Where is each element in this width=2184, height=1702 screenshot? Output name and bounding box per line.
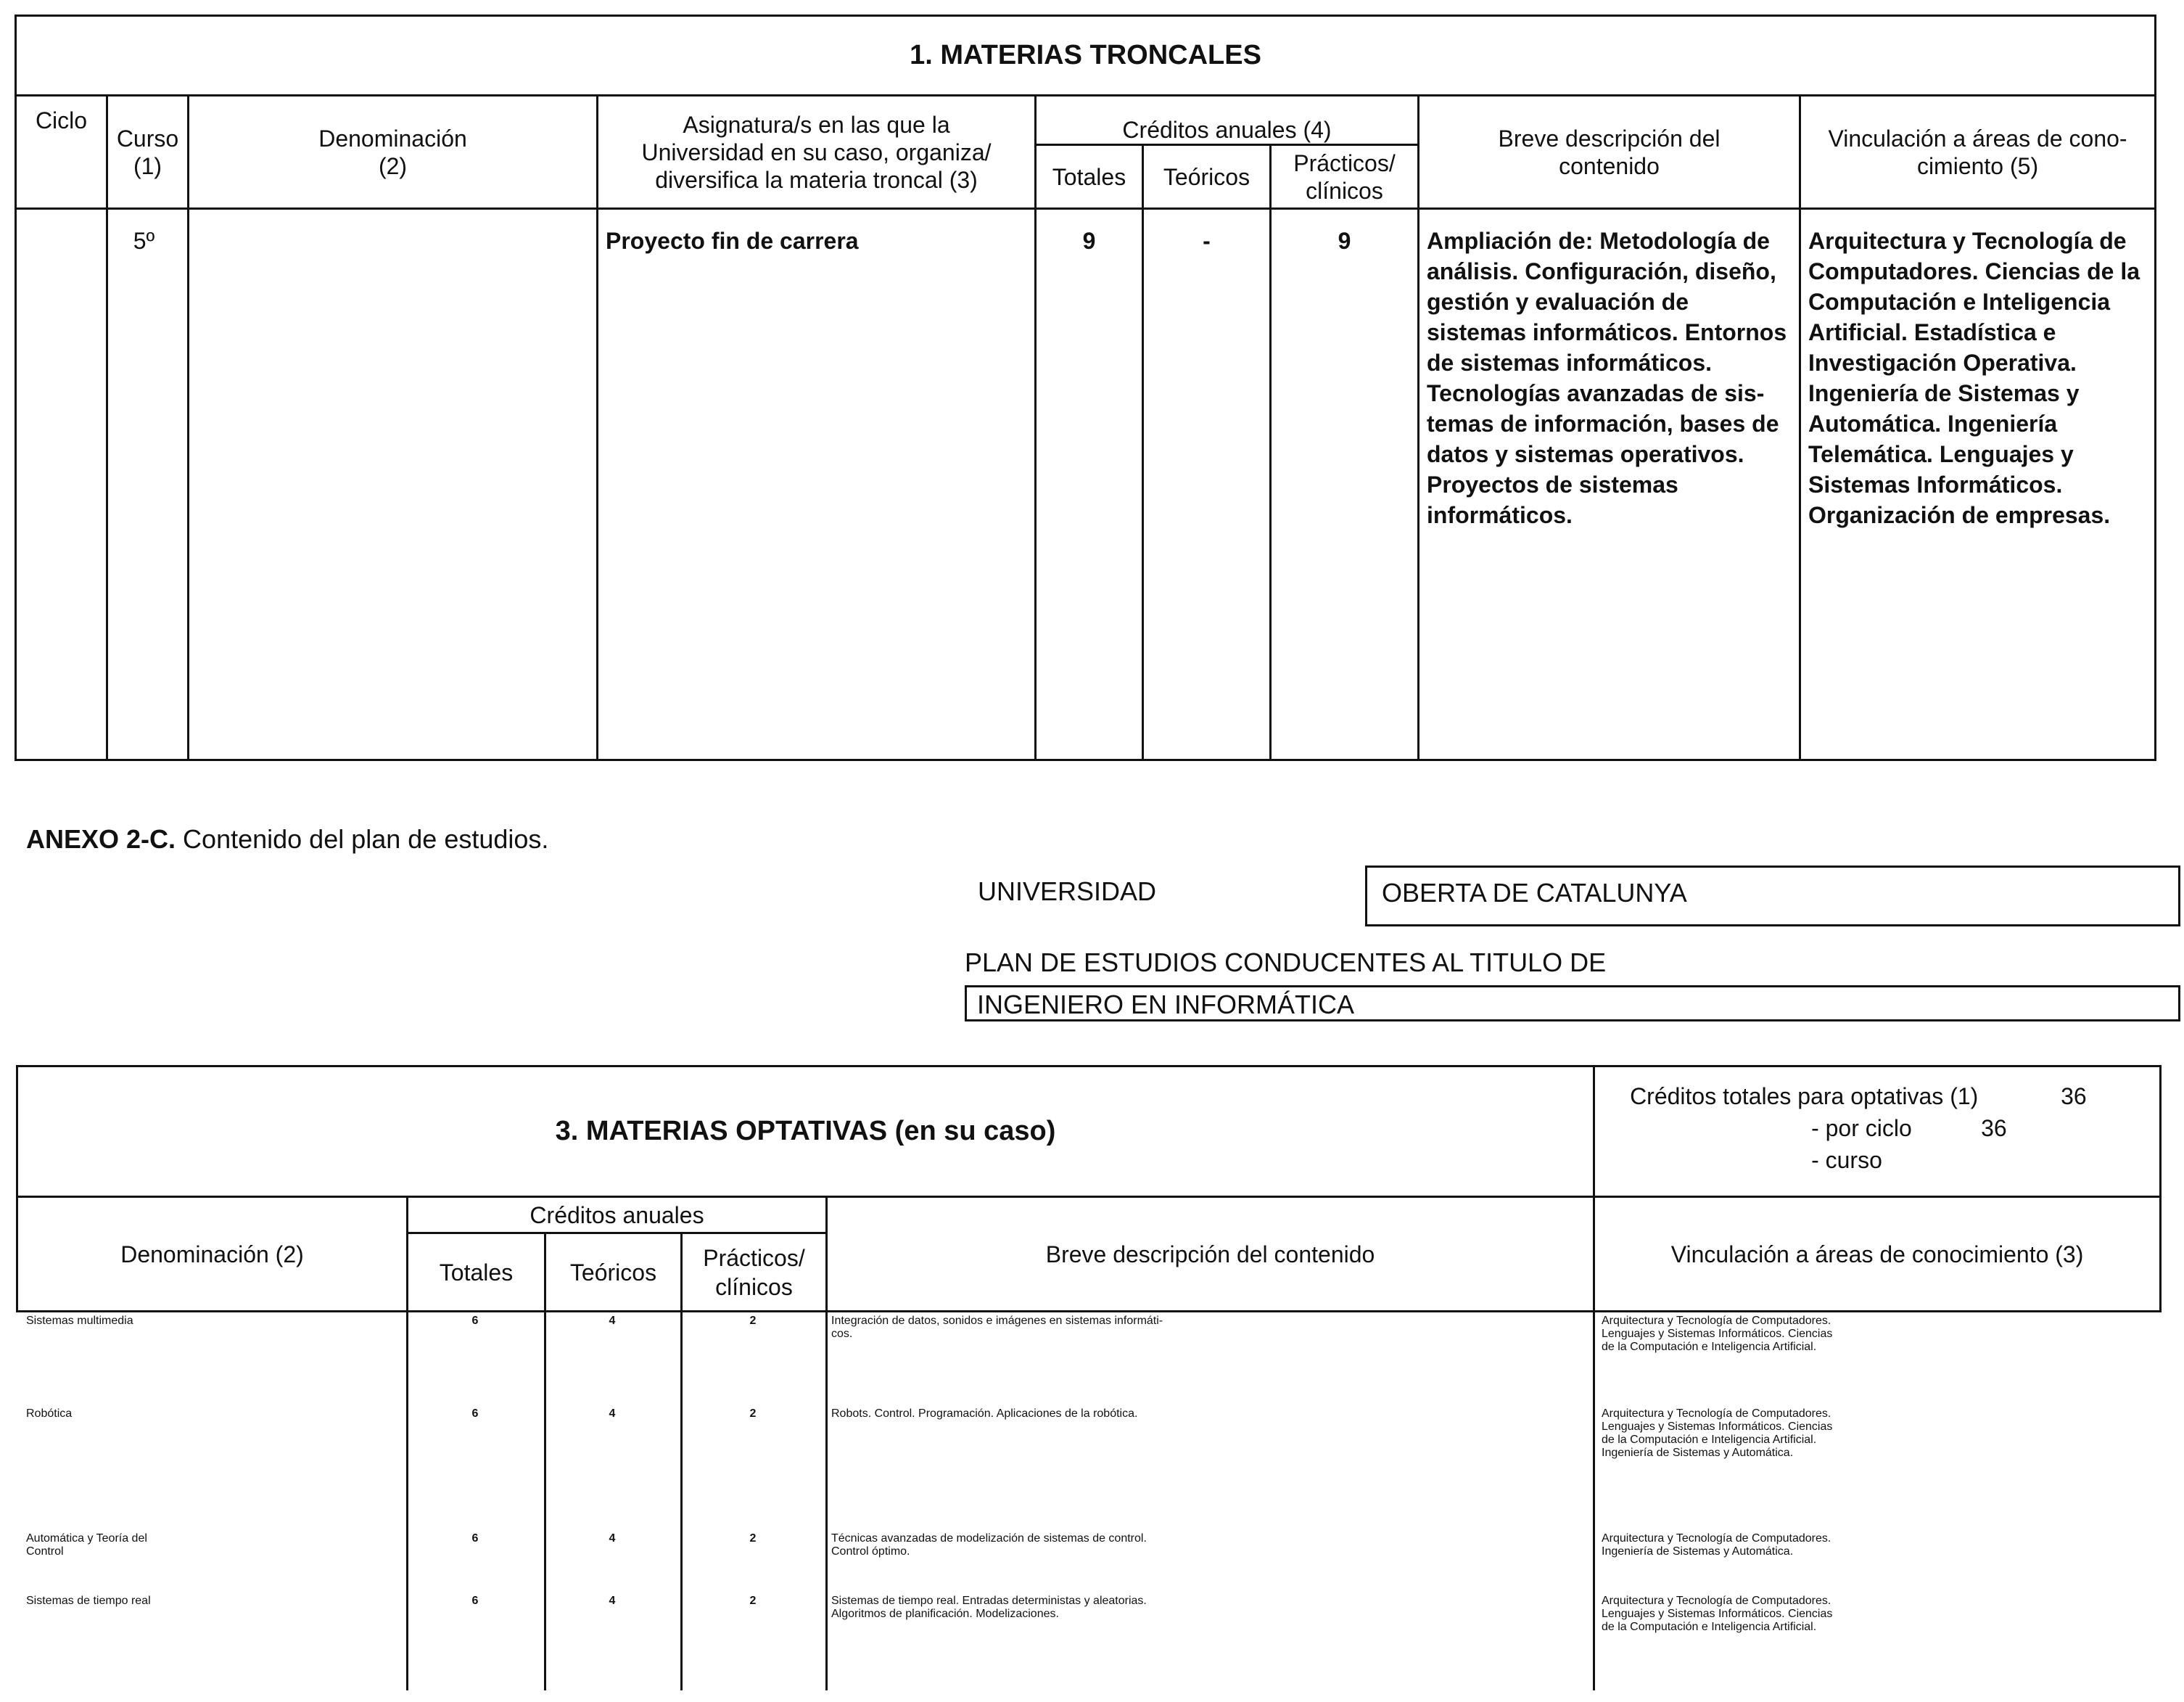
cell-denominacion (26, 1532, 403, 1558)
totals-value: 36 (2061, 1083, 2087, 1109)
cell-vinculacion (1602, 1407, 2160, 1460)
cell-practicos: 2 (749, 1595, 757, 1607)
universidad-value: OBERTA DE CATALUNYA (1382, 878, 1687, 908)
cell-practicos: 2 (749, 1315, 757, 1327)
cell-totales: 6 (471, 1315, 479, 1327)
cell-descripcion-line: Integración de datos, sonidos e imágenes en sistemas informáti- (831, 1315, 1163, 1327)
por-ciclo-label: - por ciclo (1811, 1115, 1912, 1141)
cell-teoricos: 4 (609, 1407, 616, 1420)
header-asignatura-line: diversifica la materia troncal (3) (655, 166, 978, 193)
vinculacion-line: Organización de empresas. (1808, 502, 2111, 528)
cell-vinculacion-line: Lenguajes y Sistemas Informáticos. Ciencias (1602, 1421, 1833, 1433)
header-practicos-line: clínicos (1306, 177, 1383, 204)
header-asignatura-line: Asignatura/s en las que la (683, 111, 950, 138)
cell-totales: 6 (471, 1407, 479, 1420)
header-descripcion-line: contenido (1559, 152, 1660, 179)
header-denominacion-note: (2) (378, 152, 408, 179)
totals-label: Créditos totales para optativas (1) (1630, 1083, 1979, 1109)
cell-denominacion-line: Sistemas de tiempo real (26, 1595, 151, 1607)
cell-totales: 9 (1036, 209, 1143, 760)
troncales-row (16, 209, 2156, 760)
cell-vinculacion (1602, 1595, 2160, 1634)
vinculacion-line: Ingeniería de Sistemas y (1808, 380, 2080, 406)
vinculacion-line: Automática. Ingeniería (1808, 411, 2058, 437)
annex-text: Contenido del plan de estudios. (176, 824, 549, 854)
header-denominacion: Denominación (2) (17, 1197, 408, 1312)
cell-teoricos: 4 (609, 1595, 616, 1607)
header-vinculacion (1800, 96, 2156, 209)
cell-denominacion (26, 1595, 403, 1608)
descripcion-line: gestión y evaluación de (1427, 289, 1689, 315)
header-asignatura-line: Universidad en su caso, organiza/ (641, 139, 992, 165)
cell-practicos: 2 (749, 1407, 757, 1420)
optativas-rows (16, 1315, 2159, 1692)
cell-descripcion (831, 1532, 1593, 1558)
cell-ciclo (16, 209, 107, 760)
troncales-title: 1. MATERIAS TRONCALES (16, 16, 2156, 96)
optativas-totals (1594, 1066, 2161, 1197)
cell-descripcion (831, 1407, 1593, 1421)
header-curso-label: Curso (116, 125, 179, 152)
header-teoricos: Teóricos (545, 1233, 682, 1312)
descripcion-line: Tecnologías avanzadas de sis- (1427, 380, 1765, 406)
header-descripcion (1419, 96, 1800, 209)
header-vinculacion-line: Vinculación a áreas de cono- (1828, 125, 2127, 152)
vinculacion-line: Sistemas Informáticos. (1808, 472, 2063, 498)
header-creditos: Créditos anuales (408, 1197, 827, 1233)
descripcion-line: informáticos. (1427, 502, 1573, 528)
cell-vinculacion-line: Ingeniería de Sistemas y Automática. (1602, 1447, 1794, 1459)
universidad-box (1365, 866, 2180, 926)
plan-label: PLAN DE ESTUDIOS CONDUCENTES AL TITULO DE (965, 947, 1607, 977)
cell-curso: 5º (107, 209, 189, 760)
cell-denominacion-line: Automática y Teoría del (26, 1532, 147, 1545)
header-practicos-line: clínicos (715, 1273, 793, 1300)
curso-line (1595, 1144, 2159, 1176)
cell-denominacion (189, 209, 598, 760)
cell-descripcion-line: Sistemas de tiempo real. Entradas deterministas y aleatorias. (831, 1595, 1147, 1607)
cell-denominacion (26, 1407, 403, 1421)
header-descripcion-line: Breve descripción del (1498, 125, 1721, 152)
cell-practicos: 2 (749, 1532, 757, 1545)
header-curso-note: (1) (133, 152, 162, 179)
header-totales: Totales (1036, 145, 1143, 209)
header-vinculacion-line: cimiento (5) (1916, 152, 2039, 179)
header-ciclo: Ciclo (16, 96, 107, 209)
cell-teoricos: 4 (609, 1532, 616, 1545)
titulo-value: INGENIERO EN INFORMÁTICA (977, 990, 1355, 1019)
titulo-box (965, 985, 2180, 1021)
header-descripcion: Breve descripción del contenido (827, 1197, 1594, 1312)
cell-asignatura: Proyecto fin de carrera (598, 209, 1036, 760)
vinculacion-line: Telemática. Lenguajes y (1808, 441, 2074, 467)
descripcion-line: análisis. Configuración, diseño, (1427, 258, 1776, 284)
header-vinculacion: Vinculación a áreas de conocimiento (3) (1594, 1197, 2161, 1312)
cell-vinculacion (1602, 1315, 2160, 1354)
annex-line (26, 824, 548, 855)
vinculacion-line: Arquitectura y Tecnología de (1808, 228, 2127, 254)
cell-vinculacion (1800, 209, 2156, 760)
cell-descripcion-line: Robots. Control. Programación. Aplicaciones de la robótica. (831, 1407, 1138, 1420)
vinculacion-line: Computación e Inteligencia (1808, 289, 2111, 315)
cell-denominacion (26, 1315, 403, 1328)
header-asignatura (598, 96, 1036, 209)
cell-descripcion (831, 1595, 1593, 1621)
header-practicos-line: Prácticos/ (703, 1244, 805, 1271)
header-curso (107, 96, 189, 209)
cell-vinculacion-line: de la Computación e Inteligencia Artificial. (1602, 1621, 1817, 1633)
vinculacion-line: Computadores. Ciencias de la (1808, 258, 2140, 284)
descripcion-line: de sistemas informáticos. (1427, 350, 1713, 376)
por-ciclo-value: 36 (1981, 1115, 2007, 1141)
cell-vinculacion-line: Arquitectura y Tecnología de Computadores. (1602, 1595, 1831, 1607)
cell-vinculacion-line: Arquitectura y Tecnología de Computadores. (1602, 1532, 1831, 1545)
header-practicos-line: Prácticos/ (1293, 149, 1396, 176)
optativas-title: 3. MATERIAS OPTATIVAS (en su caso) (17, 1066, 1594, 1197)
cell-denominacion-line: Control (26, 1545, 64, 1558)
descripcion-line: Proyectos de sistemas (1427, 472, 1678, 498)
cell-descripcion-line: Técnicas avanzadas de modelización de sistemas de control. (831, 1532, 1147, 1545)
descripcion-line: datos y sistemas operativos. (1427, 441, 1744, 467)
cell-denominacion-line: Robótica (26, 1407, 73, 1420)
cell-vinculacion-line: Arquitectura y Tecnología de Computadores. (1602, 1315, 1831, 1327)
cell-vinculacion (1602, 1532, 2160, 1558)
cell-vinculacion-line: Lenguajes y Sistemas Informáticos. Ciencias (1602, 1328, 1833, 1340)
header-teoricos: Teóricos (1143, 145, 1271, 209)
cell-vinculacion-line: de la Computación e Inteligencia Artificial. (1602, 1341, 1817, 1353)
header-creditos: Créditos anuales (4) (1036, 96, 1419, 145)
header-practicos (1271, 145, 1419, 209)
vinculacion-line: Artificial. Estadística e (1808, 319, 2056, 345)
cell-descripcion (831, 1315, 1593, 1341)
cell-vinculacion-line: Ingeniería de Sistemas y Automática. (1602, 1545, 1794, 1558)
descripcion-line: temas de información, bases de (1427, 411, 1779, 437)
cell-descripcion-line: Control óptimo. (831, 1545, 910, 1558)
curso-label: - curso (1811, 1147, 1882, 1173)
vinculacion-line: Investigación Operativa. (1808, 350, 2077, 376)
cell-vinculacion-line: de la Computación e Inteligencia Artificial. (1602, 1434, 1817, 1446)
descripcion-line: Ampliación de: Metodología de (1427, 228, 1770, 254)
cell-vinculacion-line: Arquitectura y Tecnología de Computadores. (1602, 1407, 1831, 1420)
header-practicos (682, 1233, 827, 1312)
universidad-label: UNIVERSIDAD (978, 876, 1157, 906)
por-ciclo-line (1595, 1112, 2159, 1144)
cell-practicos: 9 (1271, 209, 1419, 760)
cell-teoricos: - (1143, 209, 1271, 760)
cell-totales: 6 (471, 1532, 479, 1545)
cell-vinculacion-line: Lenguajes y Sistemas Informáticos. Ciencias (1602, 1608, 1833, 1620)
cell-denominacion-line: Sistemas multimedia (26, 1315, 133, 1327)
annex-label: ANEXO 2-C. (26, 824, 176, 854)
cell-descripcion (1419, 209, 1800, 760)
cell-totales: 6 (471, 1595, 479, 1607)
header-denominacion-label: Denominación (318, 125, 467, 152)
header-totales: Totales (408, 1233, 545, 1312)
cell-descripcion-line: Algoritmos de planificación. Modelizaciones. (831, 1608, 1059, 1620)
descripcion-line: sistemas informáticos. Entornos (1427, 319, 1787, 345)
header-denominacion (189, 96, 598, 209)
troncales-table (15, 15, 2156, 761)
cell-teoricos: 4 (609, 1315, 616, 1327)
cell-descripcion-line: cos. (831, 1328, 853, 1340)
totals-line (1595, 1080, 2159, 1112)
